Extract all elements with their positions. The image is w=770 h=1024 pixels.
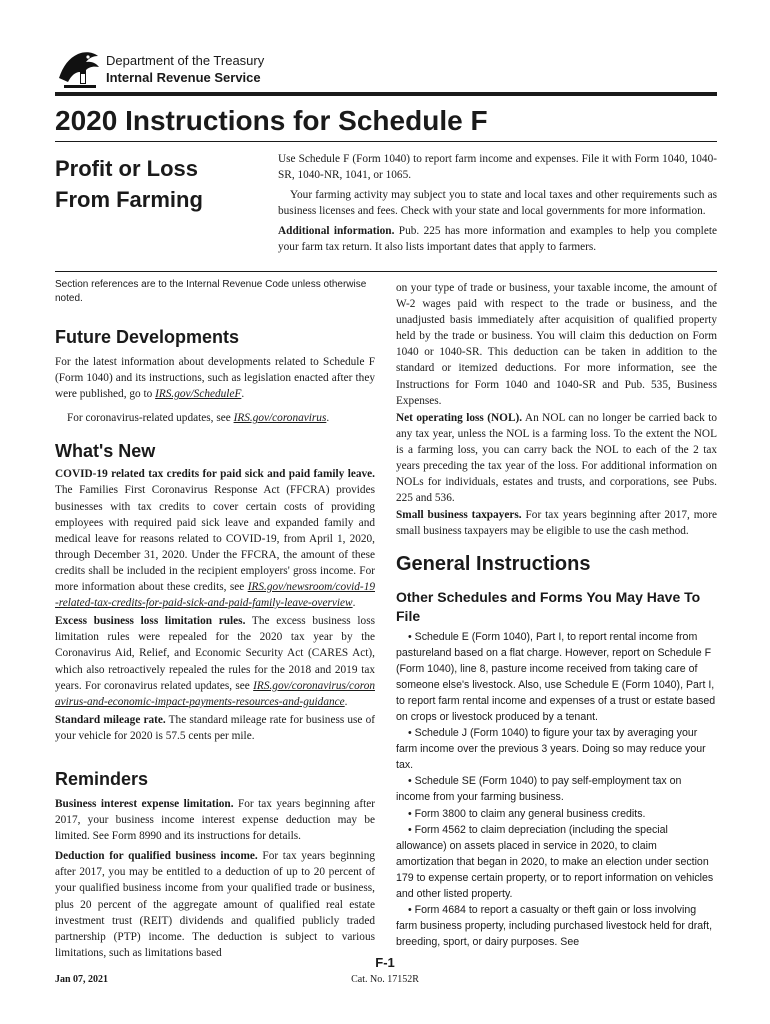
interest-lead: Business interest expense limitation. xyxy=(55,797,234,810)
future-end: . xyxy=(241,388,245,401)
excess-end: . xyxy=(344,695,348,708)
covid-end: . xyxy=(352,597,356,610)
additional-info-text: Pub. 225 has more information and examples to help you complete your farm tax return. It also lists important dates that apply to farmers. xyxy=(278,225,717,254)
small-business-text: For tax years beginning after 2017, more small business taxpayers may be eligible to use the cash method. xyxy=(396,509,717,538)
subtitle-line-1: Profit or Loss xyxy=(55,156,199,181)
mileage-paragraph xyxy=(55,712,375,744)
forms-bullet-list xyxy=(396,629,717,951)
title-rule xyxy=(55,141,717,142)
small-business-lead: Small business taxpayers. xyxy=(396,509,522,522)
coronavirus-link[interactable]: IRS.gov/coronavirus xyxy=(233,412,327,425)
subtitle-line-2: From Farming xyxy=(55,187,203,212)
coronavirus-text: For coronavirus-related updates, see xyxy=(67,412,234,425)
bullet-item: • Form 3800 to claim any general business credits. xyxy=(408,807,646,820)
irs-logo xyxy=(55,48,101,90)
general-instructions-heading: General Instructions xyxy=(396,552,591,575)
page-number: F-1 xyxy=(375,955,395,970)
intro-paragraph-1: Use Schedule F (Form 1040) to report farm income and expenses. File it with Form 1040, 1040-SR, 1040-NR, 1041, or 1065. xyxy=(278,153,717,182)
small-business-paragraph xyxy=(396,507,717,539)
nol-paragraph xyxy=(396,410,717,507)
revision-date: Jan 07, 2021 xyxy=(55,974,109,985)
excess-text: The excess business loss limitation rules were repealed for the 2020 tax year by the Coronavirus Aid, Relief, and Economic Security Act (CARES Act), which also retroactively repealed the rules for the 2018 and 2019 tax years. For coronavirus related updates, see xyxy=(55,615,375,692)
other-schedules-heading: Other Schedules and Forms You May Have To File xyxy=(396,588,701,624)
eagle-logo-icon xyxy=(55,48,101,90)
reminders-heading: Reminders xyxy=(55,768,149,789)
interest-text: For tax years beginning after 2017, your business income interest expense deduction may be limited. See Form 8990 and its instructions for details. xyxy=(55,797,375,843)
mileage-text: The standard mileage rate for business use of your vehicle for 2020 is 57.5 cents per mile. xyxy=(55,713,375,742)
future-developments-paragraph xyxy=(55,354,375,402)
nol-text: An NOL can no longer be carried back to any tax year, unless the NOL is a farming loss. To the extent the NOL is a farming loss, you can carry back the NOL to each of the 2 tax years preceding the tax year of the loss. For additional information on NOLs for individuals, estates and trusts, and corporations, see Pubs. 225 and 536. xyxy=(396,411,717,505)
intro-paragraph-2: Your farming activity may subject you to state and local taxes and other requirements such as business licenses and fees. Check with your state and local governments for more information. xyxy=(278,189,717,218)
bullet-item: • Schedule J (Form 1040) to figure your tax by averaging your farm income over the previous 3 years. Doing so may reduce your tax. xyxy=(396,727,706,772)
covid-lead: COVID-19 related tax credits for paid sick and paid family leave. xyxy=(55,468,375,481)
covid-credits-link[interactable]: IRS.gov/newsroom/covid-19-related-tax-credits-for-paid-sick-and-paid-family-leave-overview xyxy=(55,581,375,610)
whats-new-heading: What's New xyxy=(55,441,156,462)
economic-impact-link[interactable]: IRS.gov/coronavirus/coronavirus-and-economic-impact-payments-resources-and-guidance xyxy=(55,679,375,708)
right-column xyxy=(396,280,717,950)
covid-credits-paragraph xyxy=(55,466,375,611)
catalog-number: Cat. No. 17152R xyxy=(351,974,419,985)
interest-limitation-paragraph xyxy=(55,796,375,844)
bullet-item: • Form 4562 to claim depreciation (including the special allowance) on assets placed in service in 2020, to claim amortization that began in 2020, to make an election under section 179 to expense certain property, or to report information on vehicles and other listed property. xyxy=(396,823,714,900)
intro-block xyxy=(278,151,717,256)
qbi-lead: Deduction for qualified business income. xyxy=(55,850,258,863)
bullet-item: • Schedule SE (Form 1040) to pay self-employment tax on income from your farming business. xyxy=(396,775,682,804)
document-title: 2020 Instructions for Schedule F xyxy=(55,105,488,136)
mileage-lead: Standard mileage rate. xyxy=(55,713,166,726)
coronavirus-end: . xyxy=(326,412,330,425)
excess-loss-paragraph xyxy=(55,613,375,710)
coronavirus-updates-paragraph xyxy=(55,410,375,426)
section-reference-note: Section references are to the Internal Revenue Code unless otherwise noted. xyxy=(55,279,367,304)
qbi-text: For tax years beginning after 2017, you may be entitled to a deduction of up to 20 percent of your qualified business income from your qualified trade or business, plus 20 percent of the aggregate amount of qualified real estate investment trust (REIT) dividends and qualified publicly traded partnership (PTP) income. The deduction is subject to various limitations, such as limitations based xyxy=(55,850,375,959)
left-column xyxy=(55,278,375,961)
schedulef-link[interactable]: IRS.gov/ScheduleF xyxy=(155,388,242,401)
intro-paragraph-3 xyxy=(278,223,717,255)
qbi-continued-paragraph: on your type of trade or business, your taxable income, the amount of W-2 wages paid with respect to the trade or business, and the unadjusted basis immediately after acquisition of qualified property held by the trade or business. You will claim this deduction on Form 1040 or 1040-SR. This deduction can be taken in addition to the standard or itemized deductions. For more information, see the Instructions for Form 1040 and 1040-SR and Pub. 535, Business Expenses. xyxy=(396,282,717,407)
header-rule xyxy=(55,92,717,96)
future-text: For the latest information about developments related to Schedule F (Form 1040) and its instructions, such as legislation enacted after they were published, go to xyxy=(55,356,375,401)
qbi-paragraph xyxy=(55,848,375,961)
bullet-item: • Schedule E (Form 1040), Part I, to report rental income from pastureland based on a flat charge. However, report on Schedule F (Form 1040), line 8, pasture income received from taking care of someone else's livestock. Also, use Schedule E (Form 1040), Part I, to report farm rental income and expenses of a trust or estate based on crops or livestock produced by a tenant. xyxy=(396,630,716,723)
excess-lead: Excess business loss limitation rules. xyxy=(55,615,246,628)
additional-info-lead: Additional information. xyxy=(278,225,395,238)
bullet-item: • Form 4684 to report a casualty or theft gain or loss involving farm business property, including purchased livestock held for draft, breeding, sport, or dairy purposes. See xyxy=(396,904,713,949)
department-name: Department of the Treasury xyxy=(106,53,265,68)
covid-text: The Families First Coronavirus Response Act (FFCRA) provides businesses with tax credits to cover certain costs of providing employees with required paid sick leave and expanded family and medical leave for reasons related to COVID-19, from April 1, 2020, through December 31, 2020. Under the FFCRA, the amount of these credits shall be included in the recipient employers' gross income. For more information about these credits, see xyxy=(55,484,375,594)
future-developments-heading: Future Developments xyxy=(55,327,240,347)
intro-rule xyxy=(55,271,717,272)
nol-lead: Net operating loss (NOL). xyxy=(396,411,523,424)
agency-name: Internal Revenue Service xyxy=(106,70,261,85)
